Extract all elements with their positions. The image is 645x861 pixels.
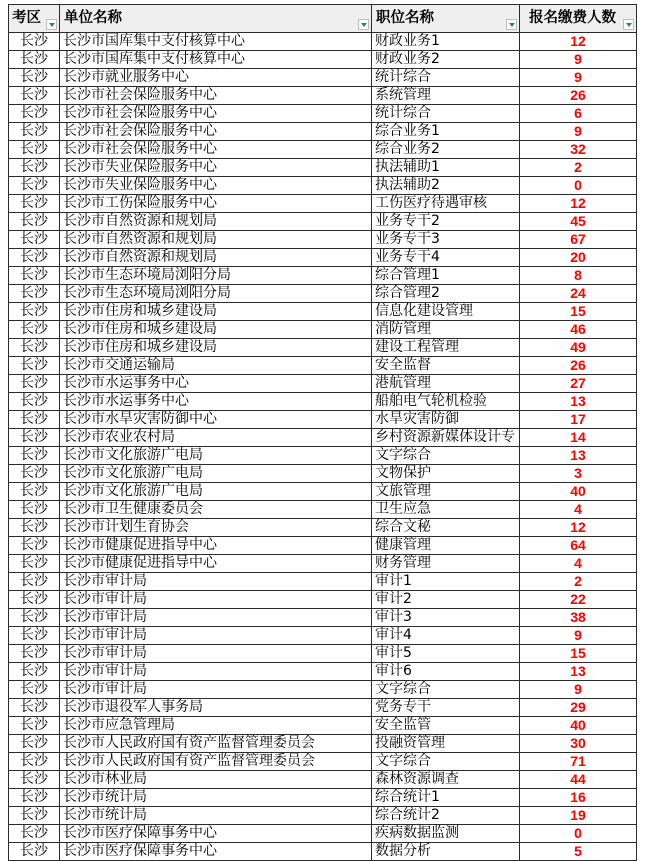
cell-position[interactable]: 文字综合 [372,753,520,771]
cell-count[interactable]: 40 [520,717,637,735]
cell-position[interactable]: 安全监督 [372,357,520,375]
cell-unit[interactable]: 长沙市自然资源和规划局 [60,249,372,267]
cell-unit[interactable]: 长沙市住房和城乡建设局 [60,339,372,357]
filter-dropdown-icon[interactable] [46,19,57,30]
table-row [8,321,637,339]
cell-unit[interactable]: 长沙市审计局 [60,591,372,609]
cell-position[interactable]: 健康管理 [372,537,520,555]
header-label-position: 职位名称 [376,10,434,26]
cell-count[interactable]: 26 [520,87,637,105]
cell-district[interactable]: 长沙 [8,375,60,393]
cell-district[interactable]: 长沙 [8,699,60,717]
cell-district[interactable]: 长沙 [8,123,60,141]
cell-count[interactable]: 14 [520,429,637,447]
cell-count[interactable]: 12 [520,195,637,213]
header-label-unit: 单位名称 [64,10,122,26]
table-row [8,411,637,429]
cell-district[interactable]: 长沙 [8,303,60,321]
table-row [8,753,637,771]
cell-position[interactable]: 业务专干4 [372,249,520,267]
cell-district[interactable]: 长沙 [8,825,60,843]
cell-district[interactable]: 长沙 [8,465,60,483]
table-row [8,537,637,555]
cell-position[interactable]: 综合统计1 [372,789,520,807]
table-row [8,33,637,51]
cell-unit[interactable]: 长沙市住房和城乡建设局 [60,321,372,339]
cell-count[interactable]: 9 [520,69,637,87]
cell-count[interactable]: 8 [520,267,637,285]
cell-count[interactable]: 44 [520,771,637,789]
cell-position[interactable]: 文字综合 [372,681,520,699]
cell-count[interactable]: 12 [520,519,637,537]
table-row [8,303,637,321]
cell-unit[interactable]: 长沙市社会保险服务中心 [60,123,372,141]
cell-position[interactable]: 数据分析 [372,843,520,861]
cell-count[interactable]: 4 [520,501,637,519]
cell-count[interactable]: 49 [520,339,637,357]
cell-district[interactable]: 长沙 [8,807,60,825]
cell-district[interactable]: 长沙 [8,681,60,699]
cell-unit[interactable]: 长沙市就业服务中心 [60,69,372,87]
cell-position[interactable]: 系统管理 [372,87,520,105]
cell-district[interactable]: 长沙 [8,501,60,519]
cell-position[interactable]: 综合业务1 [372,123,520,141]
cell-unit[interactable]: 长沙市交通运输局 [60,357,372,375]
table-row [8,429,637,447]
table-row [8,285,637,303]
cell-position[interactable]: 审计2 [372,591,520,609]
cell-position[interactable]: 业务专干2 [372,213,520,231]
cell-unit[interactable]: 长沙市住房和城乡建设局 [60,303,372,321]
cell-district[interactable]: 长沙 [8,609,60,627]
cell-count[interactable]: 5 [520,843,637,861]
table-row [8,357,637,375]
cell-position[interactable]: 审计3 [372,609,520,627]
table-row [8,843,637,861]
table-row [8,87,637,105]
cell-district[interactable]: 长沙 [8,663,60,681]
cell-count[interactable]: 9 [520,627,637,645]
cell-count[interactable]: 2 [520,159,637,177]
cell-count[interactable]: 9 [520,681,637,699]
cell-count[interactable]: 64 [520,537,637,555]
cell-district[interactable]: 长沙 [8,33,60,51]
cell-district[interactable]: 长沙 [8,105,60,123]
cell-count[interactable]: 38 [520,609,637,627]
table-row [8,447,637,465]
cell-unit[interactable]: 长沙市卫生健康委员会 [60,501,372,519]
cell-unit[interactable]: 长沙市国库集中支付核算中心 [60,51,372,69]
table-row [8,267,637,285]
cell-unit[interactable]: 长沙市林业局 [60,771,372,789]
table-row [8,555,637,573]
cell-district[interactable]: 长沙 [8,753,60,771]
cell-count[interactable]: 17 [520,411,637,429]
cell-unit[interactable]: 长沙市文化旅游广电局 [60,465,372,483]
cell-unit[interactable]: 长沙市医疗保障事务中心 [60,825,372,843]
cell-district[interactable]: 长沙 [8,429,60,447]
cell-count[interactable]: 26 [520,357,637,375]
cell-unit[interactable]: 长沙市审计局 [60,663,372,681]
cell-position[interactable]: 消防管理 [372,321,520,339]
header-cell-count[interactable] [520,5,637,33]
table-body [8,33,637,861]
cell-position[interactable]: 乡村资源新媒体设计专 [372,429,520,447]
cell-district[interactable]: 长沙 [8,717,60,735]
cell-count[interactable]: 4 [520,555,637,573]
cell-position[interactable]: 文物保护 [372,465,520,483]
cell-position[interactable]: 审计1 [372,573,520,591]
header-label-count: 报名缴费人数 [529,10,616,26]
cell-count[interactable]: 15 [520,645,637,663]
cell-position[interactable]: 森林资源调查 [372,771,520,789]
table-row [8,393,637,411]
cell-unit[interactable]: 长沙市失业保险服务中心 [60,177,372,195]
cell-position[interactable]: 疾病数据监测 [372,825,520,843]
cell-unit[interactable]: 长沙市社会保险服务中心 [60,105,372,123]
filter-dropdown-icon[interactable] [506,19,517,30]
cell-count[interactable]: 67 [520,231,637,249]
cell-unit[interactable]: 长沙市自然资源和规划局 [60,231,372,249]
cell-count[interactable]: 13 [520,663,637,681]
cell-unit[interactable]: 长沙市医疗保障事务中心 [60,843,372,861]
cell-count[interactable]: 12 [520,33,637,51]
cell-count[interactable]: 19 [520,807,637,825]
cell-district[interactable]: 长沙 [8,789,60,807]
cell-unit[interactable]: 长沙市健康促进指导中心 [60,537,372,555]
cell-unit[interactable]: 长沙市社会保险服务中心 [60,141,372,159]
cell-count[interactable]: 29 [520,699,637,717]
cell-position[interactable]: 水旱灾害防御 [372,411,520,429]
table-row [8,213,637,231]
cell-position[interactable]: 港航管理 [372,375,520,393]
cell-district[interactable]: 长沙 [8,393,60,411]
cell-district[interactable]: 长沙 [8,735,60,753]
table-row [8,807,637,825]
cell-unit[interactable]: 长沙市自然资源和规划局 [60,213,372,231]
cell-position[interactable]: 卫生应急 [372,501,520,519]
cell-district[interactable]: 长沙 [8,519,60,537]
cell-position[interactable]: 统计综合 [372,69,520,87]
cell-count[interactable]: 32 [520,141,637,159]
cell-position[interactable]: 业务专干3 [372,231,520,249]
header-cell-position[interactable] [372,5,520,33]
cell-count[interactable]: 3 [520,465,637,483]
table-row [8,501,637,519]
cell-count[interactable]: 20 [520,249,637,267]
cell-unit[interactable]: 长沙市人民政府国有资产监督管理委员会 [60,753,372,771]
table-row [8,645,637,663]
table-row [8,51,637,69]
cell-unit[interactable]: 长沙市生态环境局浏阳分局 [60,267,372,285]
cell-district[interactable]: 长沙 [8,591,60,609]
cell-district[interactable]: 长沙 [8,249,60,267]
spreadsheet-table [8,4,637,861]
cell-district[interactable]: 长沙 [8,411,60,429]
cell-unit[interactable]: 长沙市水运事务中心 [60,375,372,393]
table-row [8,717,637,735]
cell-count[interactable]: 27 [520,375,637,393]
table-row [8,231,637,249]
cell-district[interactable]: 长沙 [8,267,60,285]
cell-position[interactable]: 财政业务2 [372,51,520,69]
cell-position[interactable]: 综合管理2 [372,285,520,303]
cell-unit[interactable]: 长沙市审计局 [60,609,372,627]
cell-position[interactable]: 审计4 [372,627,520,645]
table-row [8,681,637,699]
cell-district[interactable]: 长沙 [8,645,60,663]
filter-dropdown-icon[interactable] [623,19,634,30]
table-row [8,195,637,213]
cell-district[interactable]: 长沙 [8,339,60,357]
cell-district[interactable]: 长沙 [8,321,60,339]
cell-position[interactable]: 文字综合 [372,447,520,465]
header-label-district: 考区 [12,10,41,26]
cell-position[interactable]: 党务专干 [372,699,520,717]
cell-count[interactable]: 24 [520,285,637,303]
cell-count[interactable]: 9 [520,51,637,69]
cell-unit[interactable]: 长沙市人民政府国有资产监督管理委员会 [60,735,372,753]
table-row [8,573,637,591]
cell-unit[interactable]: 长沙市水旱灾害防御中心 [60,411,372,429]
cell-unit[interactable]: 长沙市统计局 [60,789,372,807]
cell-position[interactable]: 统计综合 [372,105,520,123]
cell-district[interactable]: 长沙 [8,51,60,69]
cell-count[interactable]: 0 [520,177,637,195]
cell-count[interactable]: 40 [520,483,637,501]
cell-count[interactable]: 6 [520,105,637,123]
cell-position[interactable]: 综合业务2 [372,141,520,159]
cell-position[interactable]: 执法辅助1 [372,159,520,177]
cell-district[interactable]: 长沙 [8,627,60,645]
cell-district[interactable]: 长沙 [8,177,60,195]
cell-district[interactable]: 长沙 [8,573,60,591]
cell-count[interactable]: 0 [520,825,637,843]
cell-position[interactable]: 审计6 [372,663,520,681]
table-row [8,609,637,627]
cell-district[interactable]: 长沙 [8,447,60,465]
table-row [8,771,637,789]
cell-district[interactable]: 长沙 [8,87,60,105]
cell-unit[interactable]: 长沙市生态环境局浏阳分局 [60,285,372,303]
cell-district[interactable]: 长沙 [8,537,60,555]
cell-unit[interactable]: 长沙市文化旅游广电局 [60,447,372,465]
table-row [8,339,637,357]
cell-unit[interactable]: 长沙市退役军人事务局 [60,699,372,717]
cell-unit[interactable]: 长沙市审计局 [60,573,372,591]
table-row [8,699,637,717]
cell-count[interactable]: 22 [520,591,637,609]
cell-position[interactable]: 建设工程管理 [372,339,520,357]
cell-position[interactable]: 综合统计2 [372,807,520,825]
cell-unit[interactable]: 长沙市农业农村局 [60,429,372,447]
table-row [8,735,637,753]
cell-position[interactable]: 财务管理 [372,555,520,573]
cell-position[interactable]: 安全监管 [372,717,520,735]
cell-position[interactable]: 信息化建设管理 [372,303,520,321]
table-row [8,663,637,681]
cell-position[interactable]: 综合管理1 [372,267,520,285]
cell-district[interactable]: 长沙 [8,285,60,303]
table-row [8,141,637,159]
cell-position[interactable]: 船舶电气轮机检验 [372,393,520,411]
table-row [8,69,637,87]
cell-district[interactable]: 长沙 [8,195,60,213]
cell-count[interactable]: 13 [520,447,637,465]
table-row [8,789,637,807]
cell-position[interactable]: 工伤医疗待遇审核 [372,195,520,213]
table-row [8,249,637,267]
table-row [8,159,637,177]
cell-position[interactable]: 审计5 [372,645,520,663]
cell-district[interactable]: 长沙 [8,141,60,159]
cell-position[interactable]: 综合文秘 [372,519,520,537]
cell-district[interactable]: 长沙 [8,159,60,177]
header-cell-unit[interactable] [60,5,372,33]
cell-district[interactable]: 长沙 [8,69,60,87]
table-row [8,465,637,483]
filter-dropdown-icon[interactable] [358,19,369,30]
cell-count[interactable]: 2 [520,573,637,591]
header-row [8,5,637,33]
cell-unit[interactable]: 长沙市健康促进指导中心 [60,555,372,573]
cell-count[interactable]: 13 [520,393,637,411]
cell-unit[interactable]: 长沙市水运事务中心 [60,393,372,411]
cell-position[interactable]: 投融资管理 [372,735,520,753]
table-row [8,825,637,843]
cell-unit[interactable]: 长沙市文化旅游广电局 [60,483,372,501]
cell-count[interactable]: 45 [520,213,637,231]
cell-count[interactable]: 46 [520,321,637,339]
table-row [8,591,637,609]
cell-district[interactable]: 长沙 [8,843,60,861]
cell-count[interactable]: 15 [520,303,637,321]
cell-unit[interactable]: 长沙市工伤保险服务中心 [60,195,372,213]
table-row [8,627,637,645]
table-row [8,105,637,123]
table-row [8,123,637,141]
cell-district[interactable]: 长沙 [8,213,60,231]
cell-count[interactable]: 16 [520,789,637,807]
cell-unit[interactable]: 长沙市应急管理局 [60,717,372,735]
table-row [8,375,637,393]
cell-unit[interactable]: 长沙市审计局 [60,681,372,699]
cell-unit[interactable]: 长沙市统计局 [60,807,372,825]
table-row [8,483,637,501]
cell-count[interactable]: 9 [520,123,637,141]
cell-district[interactable]: 长沙 [8,555,60,573]
cell-unit[interactable]: 长沙市审计局 [60,627,372,645]
header-cell-district[interactable] [8,5,60,33]
table-row [8,519,637,537]
cell-position[interactable]: 文旅管理 [372,483,520,501]
table-row [8,177,637,195]
cell-district[interactable]: 长沙 [8,357,60,375]
cell-unit[interactable]: 长沙市审计局 [60,645,372,663]
cell-count[interactable]: 71 [520,753,637,771]
cell-unit[interactable]: 长沙市计划生育协会 [60,519,372,537]
cell-district[interactable]: 长沙 [8,771,60,789]
cell-position[interactable]: 执法辅助2 [372,177,520,195]
cell-count[interactable]: 30 [520,735,637,753]
cell-district[interactable]: 长沙 [8,231,60,249]
cell-unit[interactable]: 长沙市国库集中支付核算中心 [60,33,372,51]
cell-unit[interactable]: 长沙市社会保险服务中心 [60,87,372,105]
cell-unit[interactable]: 长沙市失业保险服务中心 [60,159,372,177]
cell-position[interactable]: 财政业务1 [372,33,520,51]
cell-district[interactable]: 长沙 [8,483,60,501]
